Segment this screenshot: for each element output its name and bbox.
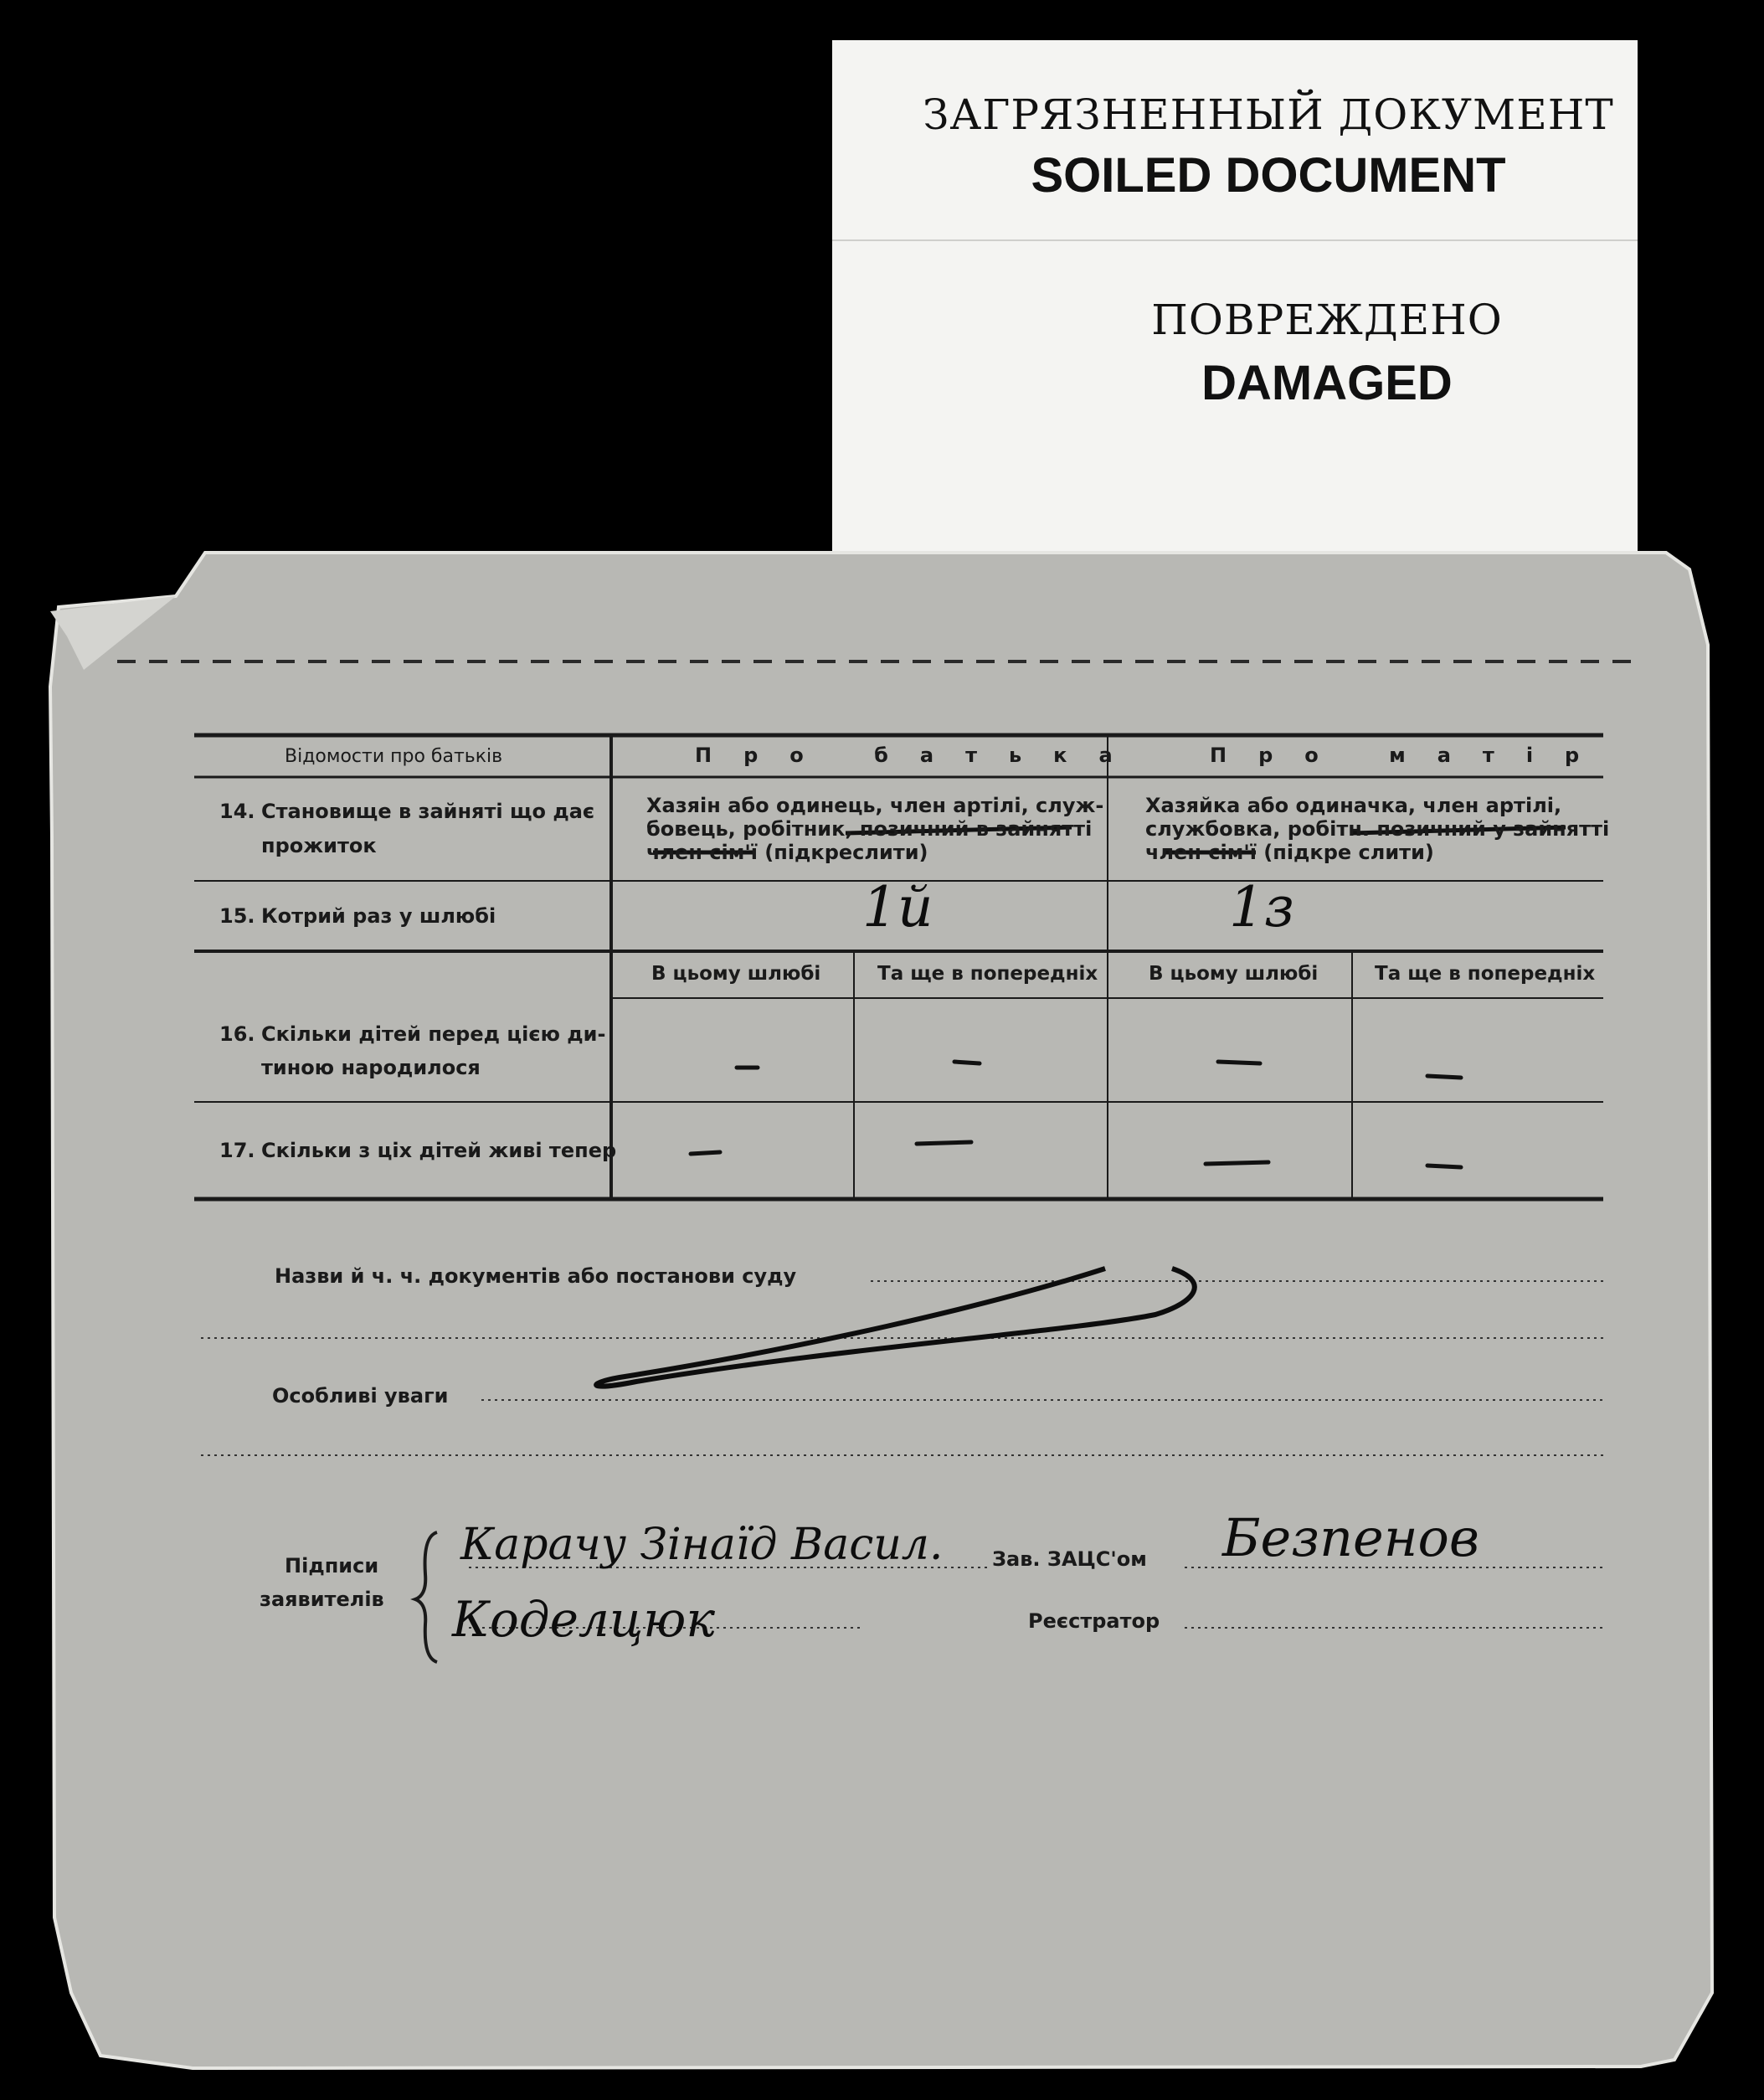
row14-mother-line1: Хазяйка або одиначка, член артілі, — [1145, 794, 1562, 817]
header-mother: Про матір — [1210, 744, 1612, 767]
row16-label-line1: Скільки дітей перед цією ди- — [261, 1022, 606, 1046]
row17-label: Скільки з ціх дітей живі тепер — [261, 1139, 617, 1162]
row15-label: Котрий раз у шлюбі — [261, 904, 496, 928]
row15-number: 15. — [219, 904, 255, 928]
soiled-notice-en: SOILED DOCUMENT — [1031, 148, 1506, 203]
row14-father-line3: член сім'ї (підкреслити) — [646, 841, 928, 864]
notes-label: Особливі уваги — [272, 1384, 449, 1408]
soiled-notice-ru: ЗАГРЯЗНЕННЫЙ ДОКУМЕНТ — [923, 90, 1614, 139]
registry-head-signature: Безпенов — [1222, 1507, 1479, 1568]
row14-label-line2: прожиток — [261, 834, 377, 857]
row14-mother-line2: службовка, робітн. позичний у зайнятті — [1145, 817, 1610, 841]
father-previous-header: Та ще в попередніх — [877, 963, 1098, 985]
row14-number: 14. — [219, 800, 255, 823]
signatures-label-line1: Підписи — [285, 1554, 379, 1578]
row14-label-line1: Становище в зайняті що дає — [261, 800, 595, 823]
row14-father-line1: Хазяін або одинець, член артілі, служ- — [646, 794, 1104, 817]
mother-previous-header: Та ще в попередніх — [1375, 963, 1596, 985]
row14-father-line2: бовець, робітник, позичний в зайнятті — [646, 817, 1093, 841]
header-father: Про батька — [695, 744, 1144, 767]
applicant-signature-2: Коделцюк — [452, 1591, 715, 1648]
registry-head-label: Зав. ЗАЦС'ом — [992, 1547, 1147, 1571]
row16-label-line2: тиною народилося — [261, 1056, 481, 1079]
documents-label: Назви й ч. ч. документів або постанови суду — [275, 1264, 797, 1288]
row15-mother-handwriting: 1з — [1229, 875, 1294, 939]
row17-number: 17. — [219, 1139, 255, 1162]
row15-father-handwriting: 1й — [862, 875, 933, 939]
applicant-signature-1: Карачу Зінаїд Васил. — [460, 1520, 944, 1570]
father-this-marriage-header: В цьому шлюбі — [651, 963, 821, 985]
row16-number: 16. — [219, 1022, 255, 1046]
damaged-notice-en: DAMAGED — [1201, 356, 1453, 410]
row14-mother-line3: член сім'ї (підкре слити) — [1145, 841, 1434, 864]
signatures-label-line2: заявителів — [260, 1588, 384, 1611]
registrar-label: Реєстратор — [1028, 1609, 1160, 1633]
mother-this-marriage-header: В цьому шлюбі — [1149, 963, 1319, 985]
header-parents-info: Відомости про батьків — [285, 746, 503, 767]
damaged-notice-ru: ПОВРЕЖДЕНО — [1151, 296, 1503, 344]
